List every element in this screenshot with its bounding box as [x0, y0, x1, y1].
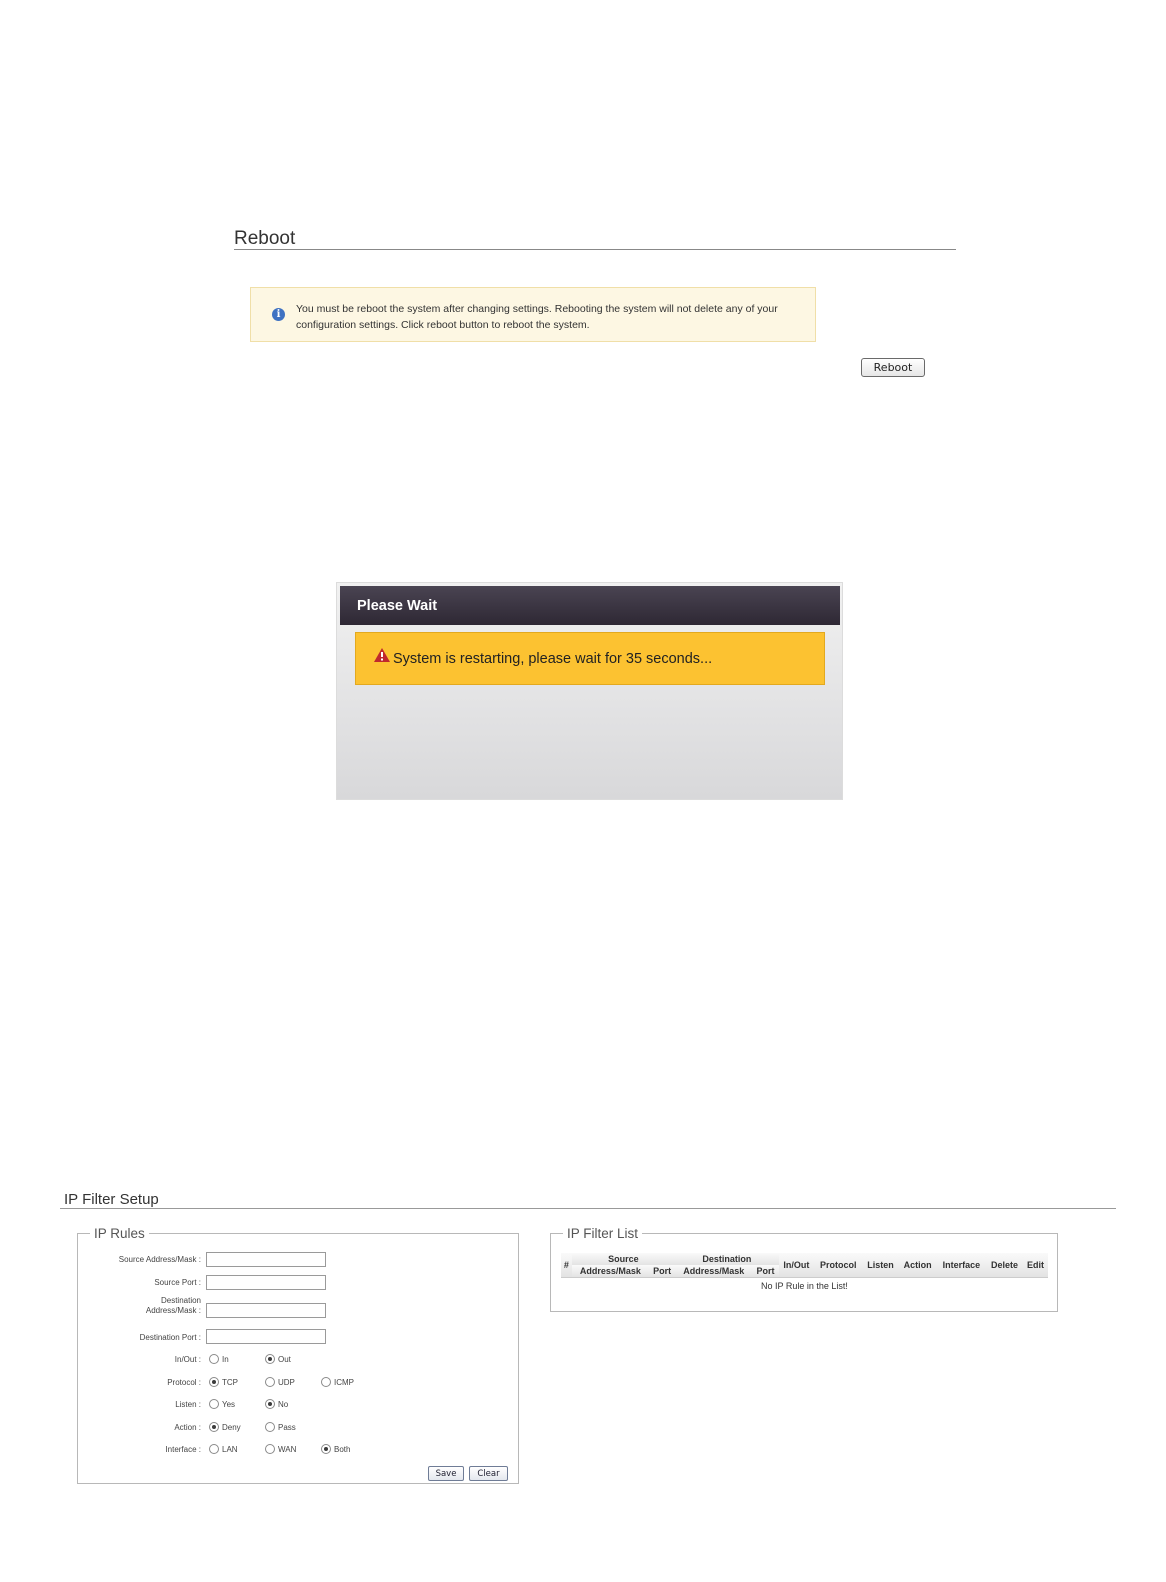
col-destination-group: Destination — [675, 1253, 778, 1265]
ip-rules-panel: IP Rules Source Address/Mask : Source Port : Destination Address/Mask : Destination Port : In/Out : In Out Protocol : TCP UDP ICMP Listen : Yes No Action : Deny Pass Interface : LAN WAN Both Save Clear — [77, 1226, 519, 1484]
action-label: Action : — [174, 1423, 201, 1432]
col-listen: Listen — [862, 1253, 898, 1278]
radio-unchecked-icon — [265, 1377, 275, 1387]
restart-alert — [355, 632, 825, 685]
interface-label: Interface : — [165, 1445, 201, 1454]
radio-checked-icon — [321, 1444, 331, 1454]
source-address-input[interactable] — [206, 1252, 326, 1267]
restart-message: System is restarting, please wait for 35 seconds... — [393, 651, 713, 667]
col-inout: In/Out — [779, 1253, 815, 1278]
col-dest-port: Port — [752, 1265, 778, 1278]
dialog-header — [340, 586, 840, 625]
ip-filter-list-panel — [550, 1226, 1058, 1312]
ip-filter-list-legend: IP Filter List — [567, 1226, 639, 1241]
ip-filter-section — [60, 1188, 1120, 1498]
col-interface: Interface — [937, 1253, 986, 1278]
info-notice — [250, 287, 816, 342]
dest-address-label-line1: Destination — [160, 1296, 201, 1305]
protocol-label: Protocol : — [167, 1378, 201, 1387]
please-wait-dialog — [336, 582, 843, 800]
col-num: # — [561, 1253, 572, 1278]
col-delete: Delete — [986, 1253, 1023, 1278]
save-button[interactable]: Save — [428, 1466, 464, 1481]
source-port-input[interactable] — [206, 1275, 326, 1290]
listen-label: Listen : — [175, 1400, 201, 1409]
col-protocol: Protocol — [814, 1253, 862, 1278]
source-address-label: Source Address/Mask : — [118, 1255, 201, 1264]
empty-list-message: No IP Rule in the List! — [561, 1278, 1048, 1295]
info-message: You must be reboot the system after changing settings. Rebooting the system will not delete any of your configuration settings. Click reboot button to reboot the system. — [296, 303, 778, 331]
ip-rules-legend: IP Rules — [94, 1226, 145, 1241]
page-title: Reboot — [234, 228, 296, 249]
table-row — [561, 1278, 1048, 1295]
radio-unchecked-icon — [265, 1444, 275, 1454]
col-dest-address: Address/Mask — [675, 1265, 752, 1278]
col-source-group: Source — [572, 1253, 675, 1265]
col-action: Action — [899, 1253, 937, 1278]
radio-unchecked-icon — [265, 1422, 275, 1432]
ip-filter-table — [561, 1253, 1048, 1294]
info-icon: i — [272, 308, 285, 321]
col-source-address: Address/Mask — [572, 1265, 649, 1278]
title-divider — [60, 1208, 1116, 1209]
col-edit: Edit — [1023, 1253, 1048, 1278]
reboot-button[interactable]: Reboot — [861, 358, 925, 377]
radio-unchecked-icon — [209, 1444, 219, 1454]
dialog-title: Please Wait — [357, 598, 438, 614]
radio-checked-icon — [209, 1377, 219, 1387]
radio-unchecked-icon — [209, 1399, 219, 1409]
radio-checked-icon — [265, 1399, 275, 1409]
source-port-label: Source Port : — [154, 1278, 201, 1287]
dest-address-input[interactable] — [206, 1303, 326, 1318]
table-header-row — [561, 1253, 1048, 1265]
clear-button[interactable]: Clear — [469, 1466, 508, 1481]
dest-port-label: Destination Port : — [139, 1333, 201, 1342]
reboot-section — [234, 228, 956, 388]
dest-port-input[interactable] — [206, 1329, 326, 1344]
dest-address-label-line2: Address/Mask : — [145, 1306, 201, 1315]
radio-unchecked-icon — [209, 1354, 219, 1364]
col-source-port: Port — [649, 1265, 675, 1278]
radio-unchecked-icon — [321, 1377, 331, 1387]
radio-checked-icon — [265, 1354, 275, 1364]
warning-icon — [374, 648, 390, 662]
radio-checked-icon — [209, 1422, 219, 1432]
section-title: IP Filter Setup — [64, 1191, 159, 1208]
inout-label: In/Out : — [174, 1355, 201, 1364]
title-divider — [234, 249, 956, 250]
